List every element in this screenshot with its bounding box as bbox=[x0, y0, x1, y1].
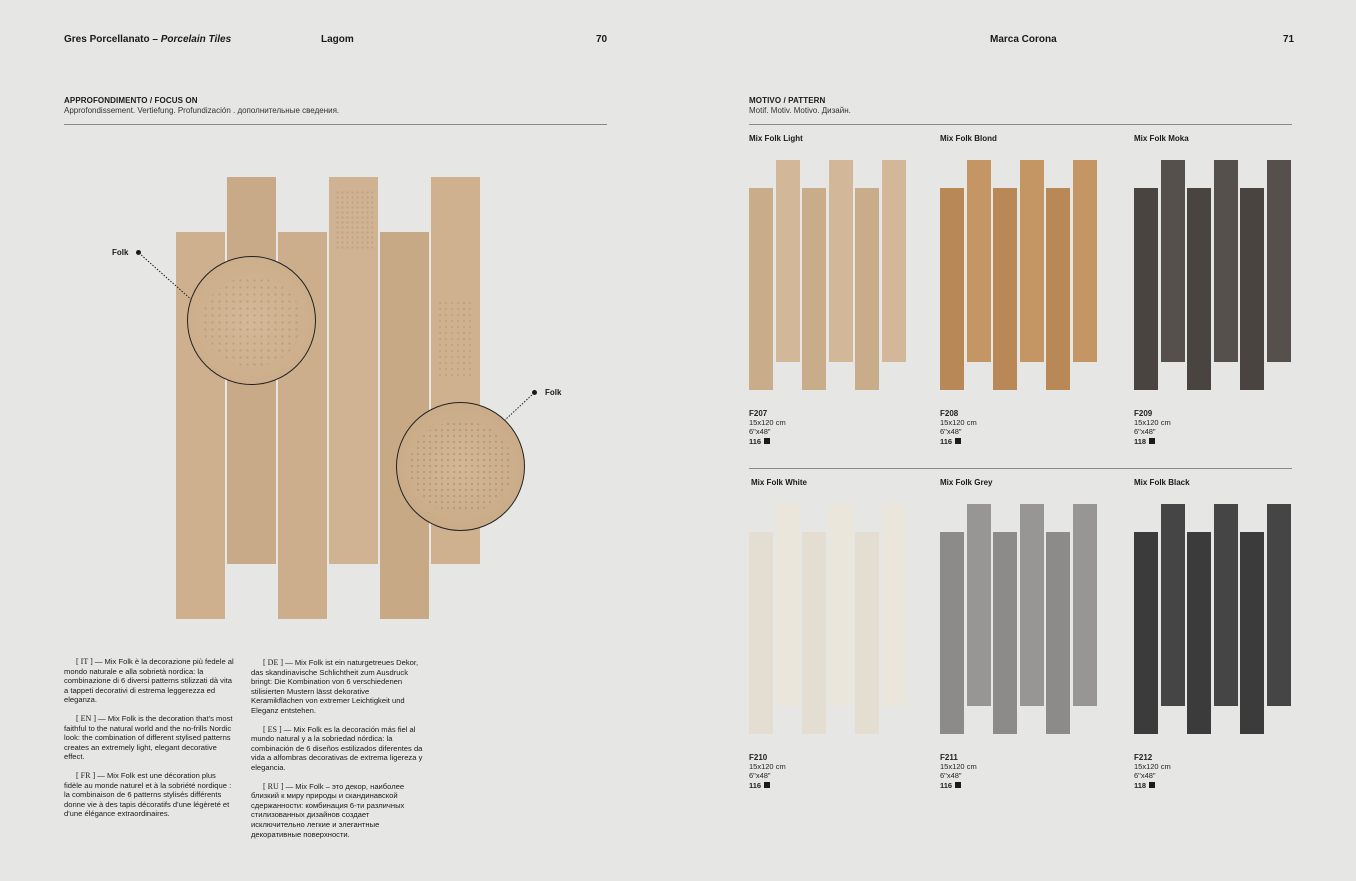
swatch-size-cm: 15x120 cm bbox=[749, 762, 786, 772]
description-it bbox=[64, 657, 234, 705]
swatch-name: Mix Folk Black bbox=[1134, 478, 1190, 487]
zoom-circle bbox=[187, 256, 316, 385]
text-de: — Mix Folk ist ein naturgetreues Dekor, das skandinavische Schlichtheit zum Ausdruck bringt: Die Kombination von 6 verschiedenen stilisierten Mustern lässt dekorative Keramikflächen von extremer Leichtigkeit und Eleganz entstehen. bbox=[251, 658, 419, 715]
swatch-plank bbox=[1187, 188, 1211, 390]
swatch-plank bbox=[1161, 504, 1185, 706]
square-icon bbox=[955, 782, 961, 788]
swatch-info bbox=[940, 409, 977, 446]
swatch-info bbox=[749, 409, 786, 446]
swatch-plank bbox=[1187, 532, 1211, 734]
description-ru bbox=[251, 782, 423, 840]
header-brand: Marca Corona bbox=[990, 34, 1057, 45]
square-icon bbox=[1149, 782, 1155, 788]
swatch-info bbox=[749, 753, 786, 790]
lang-tag-es: [ ES ] bbox=[263, 724, 282, 734]
description-column-1 bbox=[64, 657, 234, 828]
swatch-plank bbox=[855, 188, 879, 390]
lang-tag-ru: [ RU ] bbox=[263, 781, 284, 791]
swatch-plank bbox=[1020, 160, 1044, 362]
swatch-plank bbox=[1073, 504, 1097, 706]
swatch-size-cm: 15x120 cm bbox=[940, 762, 977, 772]
swatch-plank bbox=[776, 160, 800, 362]
swatch-size-in: 6"x48" bbox=[1134, 427, 1156, 437]
focus-title: APPROFONDIMENTO / FOCUS ON bbox=[64, 96, 198, 105]
square-icon bbox=[955, 438, 961, 444]
swatch-pieces: 116 bbox=[940, 437, 977, 446]
callout-dot bbox=[532, 390, 537, 395]
swatch-size-in: 6"x48" bbox=[749, 427, 771, 437]
square-icon bbox=[764, 782, 770, 788]
swatch-plank bbox=[1134, 188, 1158, 390]
swatch-plank bbox=[829, 504, 853, 706]
swatch-plank bbox=[749, 532, 773, 734]
motivo-title: MOTIVO / PATTERN bbox=[749, 96, 826, 105]
page-number-left: 70 bbox=[596, 34, 608, 45]
swatch-plank bbox=[1134, 532, 1158, 734]
swatch-plank bbox=[749, 188, 773, 390]
focus-subtitle: Approfondissement. Vertiefung. Profundización . дополнительные сведения. bbox=[64, 106, 340, 115]
swatch-plank bbox=[1161, 160, 1185, 362]
swatch-plank bbox=[1214, 160, 1238, 362]
square-icon bbox=[764, 438, 770, 444]
swatch-size-cm: 15x120 cm bbox=[1134, 418, 1171, 428]
swatch-pieces: 116 bbox=[749, 437, 786, 446]
swatch-plank bbox=[940, 532, 964, 734]
text-fr: — Mix Folk est une décoration plus fidèle au monde naturel et à la sobriété nordique : la combinaison de 6 patterns stylisés différents donne vie à des tapis décoratifs d'une légèreté et d'une élégance extraordinaires. bbox=[64, 770, 232, 819]
swatch-code: F211 bbox=[940, 753, 958, 762]
description-fr bbox=[64, 771, 234, 819]
header-category-en: Porcelain Tiles bbox=[160, 34, 232, 45]
swatch-plank bbox=[802, 188, 826, 390]
swatch-name: Mix Folk White bbox=[751, 478, 807, 487]
swatch-code: F209 bbox=[1134, 409, 1153, 418]
swatch-size-cm: 15x120 cm bbox=[940, 418, 977, 428]
swatch-name: Mix Folk Moka bbox=[1134, 134, 1189, 143]
swatch-plank bbox=[776, 504, 800, 706]
swatch-code: F210 bbox=[749, 753, 768, 762]
swatch-size-in: 6"x48" bbox=[749, 771, 771, 781]
swatch-plank bbox=[855, 532, 879, 734]
swatch-plank bbox=[967, 504, 991, 706]
text-it: — Mix Folk è la decorazione più fedele al mondo naturale e alla sobrietà nordica: la combinazione di 6 diversi patterns stilizzati dà vita a tappeti decorativi di estrema leggerezza ed eleganza. bbox=[64, 657, 234, 705]
motivo-divider bbox=[749, 124, 1292, 125]
swatch-name: Mix Folk Light bbox=[749, 134, 803, 143]
motivo-subtitle: Motif. Motiv. Motivo. Дизайн. bbox=[749, 106, 851, 115]
swatch-plank bbox=[1240, 532, 1264, 734]
swatch-size-in: 6"x48" bbox=[940, 427, 962, 437]
page-number-right: 71 bbox=[1283, 34, 1295, 45]
mix-folk-illustration bbox=[0, 0, 620, 640]
swatch-pieces: 118 bbox=[1134, 437, 1171, 446]
swatch-size-cm: 15x120 cm bbox=[749, 418, 786, 428]
swatch-plank bbox=[1073, 160, 1097, 362]
swatch-size-cm: 15x120 cm bbox=[1134, 762, 1171, 772]
square-icon bbox=[1149, 438, 1155, 444]
swatch-plank bbox=[967, 160, 991, 362]
swatch-plank bbox=[1240, 188, 1264, 390]
swatch-plank bbox=[993, 188, 1017, 390]
swatch-info bbox=[1134, 409, 1171, 446]
header-collection: Lagom bbox=[321, 34, 354, 45]
text-ru: — Mix Folk – это декор, наиболее близкий к миру природы и скандинавской сдержанности: комбинация 6-ти различных стилизованных дизайнов создает исключительно легкие и элегантные декоративные поверхности. bbox=[251, 781, 405, 839]
swatch-plank bbox=[802, 532, 826, 734]
lang-tag-de: [ DE ] bbox=[263, 658, 283, 667]
swatch-pieces: 116 bbox=[940, 781, 977, 790]
swatch-row-divider bbox=[749, 468, 1292, 469]
zoom-circle bbox=[396, 402, 525, 531]
header-category-it: Gres Porcellanato – bbox=[64, 34, 158, 45]
swatch-info bbox=[1134, 753, 1171, 790]
lang-tag-en: [ EN ] bbox=[76, 713, 96, 723]
swatch-code: F208 bbox=[940, 409, 959, 418]
swatch-name: Mix Folk Grey bbox=[940, 478, 993, 487]
text-en: — Mix Folk is the decoration that's most faithful to the natural world and the no-frills Nordic look: the combination of different stylised patterns creates an extremely light, elegant decorative effect. bbox=[64, 713, 233, 762]
swatch-pieces: 118 bbox=[1134, 781, 1171, 790]
swatch-info bbox=[940, 753, 977, 790]
lang-tag-it: [ IT ] bbox=[76, 657, 93, 666]
lang-tag-fr: [ FR ] bbox=[76, 770, 96, 780]
swatch-plank bbox=[940, 188, 964, 390]
swatch-plank bbox=[1267, 160, 1291, 362]
swatch-plank bbox=[993, 532, 1017, 734]
swatch-name: Mix Folk Blond bbox=[940, 134, 997, 143]
swatch-plank bbox=[1046, 188, 1070, 390]
swatch-pieces: 116 bbox=[749, 781, 786, 790]
swatch-plank bbox=[882, 160, 906, 362]
description-column-2 bbox=[251, 658, 423, 848]
description-es bbox=[251, 725, 423, 773]
swatch-code: F207 bbox=[749, 409, 768, 418]
swatch-plank bbox=[1020, 504, 1044, 706]
swatch-plank bbox=[882, 504, 906, 706]
swatch-plank bbox=[1214, 504, 1238, 706]
swatch-code: F212 bbox=[1134, 753, 1153, 762]
text-es: — Mix Folk es la decoración más fiel al mundo natural y a la sobriedad nórdica: la combinación de 6 diseños estilizados diferentes da vida a alfombras decorativas de extrema ligereza y elegancia. bbox=[251, 724, 423, 772]
callout-label-folk: Folk bbox=[545, 388, 562, 397]
swatch-plank bbox=[829, 160, 853, 362]
swatch-plank bbox=[1046, 532, 1070, 734]
description-de bbox=[251, 658, 423, 716]
swatch-size-in: 6"x48" bbox=[1134, 771, 1156, 781]
swatch-plank bbox=[1267, 504, 1291, 706]
swatch-size-in: 6"x48" bbox=[940, 771, 962, 781]
description-en bbox=[64, 714, 234, 762]
callout-label-folk: Folk bbox=[112, 248, 129, 257]
